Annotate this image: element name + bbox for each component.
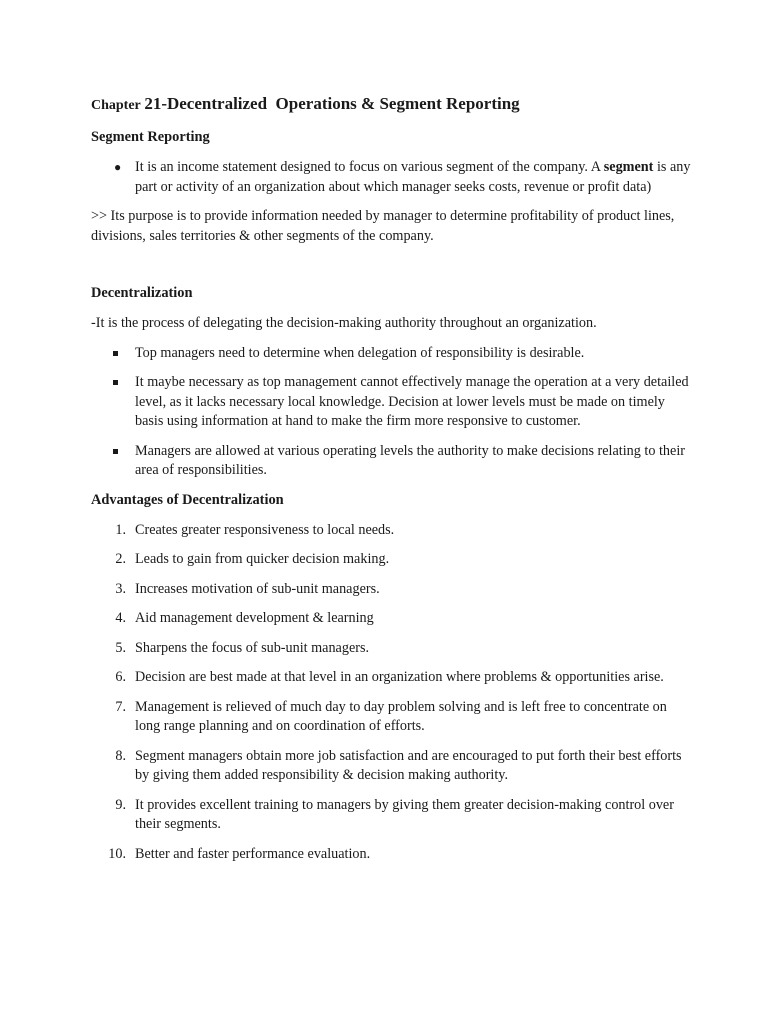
item-text: Sharpens the focus of sub-unit managers. <box>135 639 370 656</box>
square-bullet-icon <box>113 351 118 356</box>
item-text: Leads to gain from quicker decision making. <box>135 551 390 567</box>
item-text: Management is relieved of much day to day problem solving and is left free to concentrate on long range planning and on coordination of efforts. <box>135 698 667 734</box>
document-page <box>91 92 691 874</box>
list-item <box>91 344 691 364</box>
item-text: It provides excellent training to managers by giving them greater decision-making control over their segments. <box>135 796 674 832</box>
bullet-text: It maybe necessary as top management cannot effectively manage the operation at a very detailed level, as it lacks necessary local knowledge. Decision at lower levels must be made on timely basis using information at hand to make the firm more responsive to customer. <box>135 374 689 429</box>
decentralization-definition: -It is the process of delegating the decision-making authority throughout an organization. <box>91 315 597 331</box>
item-number: 7. <box>115 698 126 715</box>
list-item <box>91 609 691 629</box>
item-number: 5. <box>115 639 126 656</box>
list-item <box>91 845 691 865</box>
list-item <box>91 698 691 737</box>
bullet-text: Managers are allowed at various operating levels the authority to make decisions relating to their area of responsibilities. <box>135 442 685 478</box>
advantages-list <box>91 521 691 865</box>
item-number: 6. <box>115 669 126 685</box>
item-number: 1. <box>115 521 126 538</box>
item-text: Increases motivation of sub-unit managers. <box>135 580 380 597</box>
list-item <box>91 580 691 600</box>
item-number: 3. <box>115 580 126 597</box>
list-item <box>91 373 691 432</box>
item-number: 9. <box>115 796 126 813</box>
item-number: 10. <box>108 845 126 862</box>
item-text: Creates greater responsiveness to local needs. <box>135 521 395 538</box>
decentralization-heading: Decentralization <box>91 285 193 301</box>
list-item <box>91 639 691 659</box>
chapter-name: 21-Decentralized Operations & Segment Reporting <box>144 94 520 113</box>
list-item <box>91 521 691 541</box>
item-text: Segment managers obtain more job satisfaction and are encouraged to put forth their best efforts by giving them added responsibility & decision making authority. <box>135 747 682 783</box>
advantages-heading: Advantages of Decentralization <box>91 491 284 508</box>
square-bullet-icon <box>113 449 118 454</box>
segment-text-part2: is any part or activity of an organization about which manager seeks costs, revenue or profit data) <box>135 159 691 195</box>
segment-text-part1: It is an income statement designed to focus on various segment of the company. A <box>135 159 604 175</box>
list-item <box>91 550 691 570</box>
chapter-title <box>91 92 691 118</box>
segment-reporting-heading: Segment Reporting <box>91 129 210 145</box>
item-text: Better and faster performance evaluation. <box>135 845 371 862</box>
item-number: 8. <box>115 747 126 764</box>
decentralization-bullet-list <box>91 344 691 481</box>
bullet-text: Top managers need to determine when delegation of responsibility is desirable. <box>135 344 585 361</box>
item-number: 2. <box>115 551 126 567</box>
bullet-icon: ● <box>114 160 122 174</box>
item-text: Decision are best made at that level in an organization where problems & opportunities arise. <box>135 669 664 685</box>
segment-term: segment <box>603 159 654 175</box>
chapter-prefix: Chapter <box>91 98 141 113</box>
segment-bullet-list <box>91 158 691 197</box>
segment-purpose: >> Its purpose is to provide information needed by manager to determine profitability of product lines, divisions, sales territories & other segments of the company. <box>91 208 675 244</box>
list-item <box>91 668 691 688</box>
item-text: Aid management development & learning <box>135 610 374 626</box>
list-item <box>91 158 691 197</box>
list-item <box>91 747 691 786</box>
square-bullet-icon <box>113 380 118 385</box>
item-number: 4. <box>115 610 126 626</box>
list-item <box>91 442 691 481</box>
list-item <box>91 796 691 835</box>
